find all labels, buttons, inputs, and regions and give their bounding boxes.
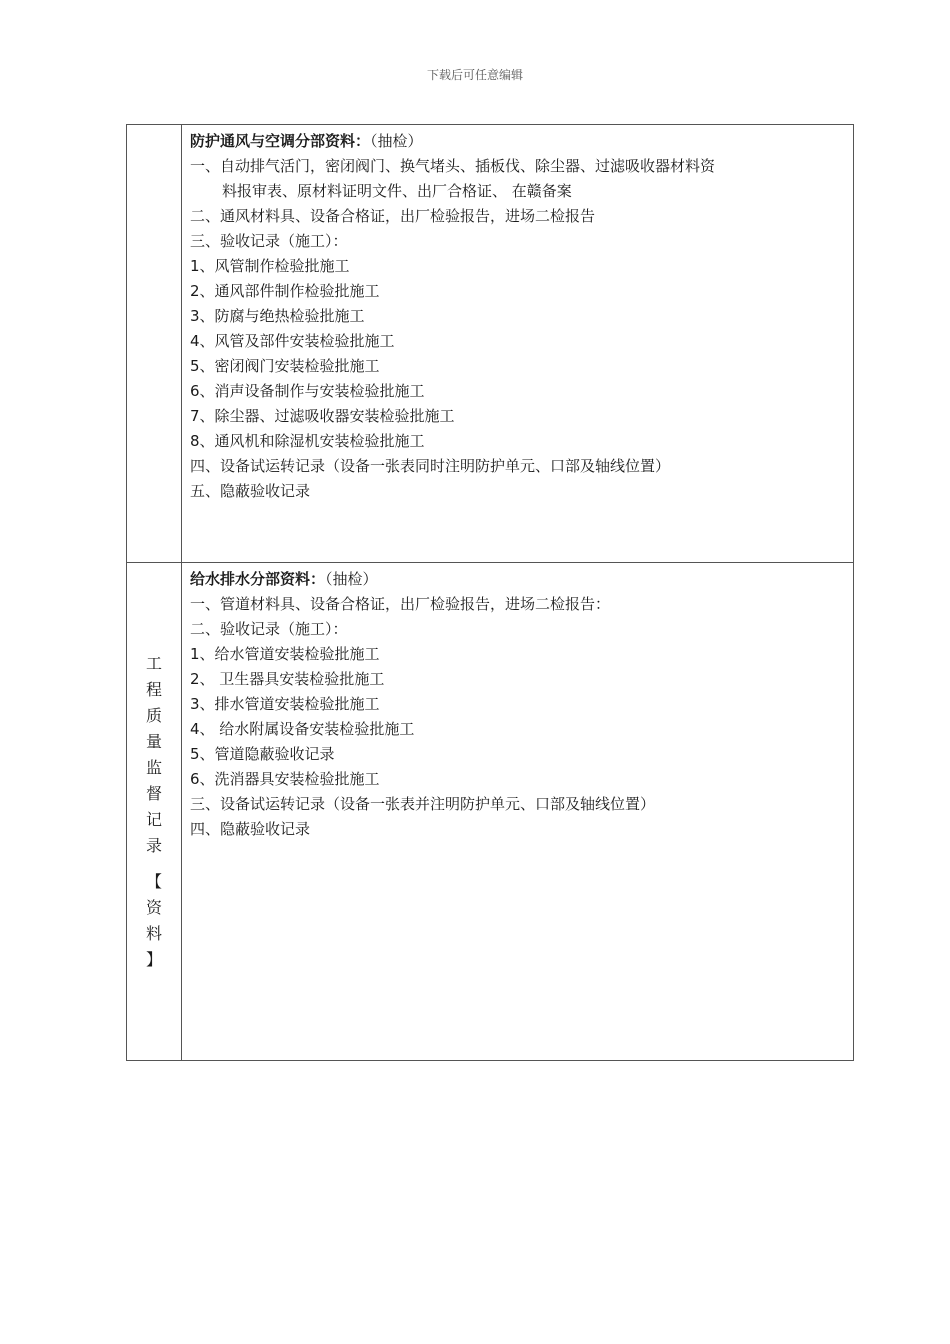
label-char: 资 <box>145 897 162 917</box>
section-title-text: 防护通风与空调分部资料： <box>190 132 371 150</box>
label-char: 程 <box>145 679 162 699</box>
label-char: 质 <box>145 705 162 725</box>
plumbing-content-cell <box>182 563 853 1060</box>
list-item: 二、通风材料具、设备合格证，出厂检验报告，进场二检报告 <box>190 207 596 225</box>
section-title <box>190 567 845 592</box>
list-item: 6、洗消器具安装检验批施工 <box>190 770 380 788</box>
label-char: 【 <box>145 871 162 891</box>
list-item: 2、通风部件制作检验批施工 <box>190 282 380 300</box>
section-title <box>190 129 845 154</box>
label-char: 督 <box>145 783 162 803</box>
list-item: 料报审表、原材料证明文件、出厂合格证、 在赣备案 <box>222 182 572 200</box>
label-char: 监 <box>145 757 162 777</box>
list-item: 一、自动排气活门，密闭阀门、换气堵头、插板伐、除尘器、过滤吸收器材料资 <box>190 157 716 175</box>
list-item: 7、除尘器、过滤吸收器安装检验批施工 <box>190 407 455 425</box>
label-char: 量 <box>145 731 162 751</box>
list-item: 四、隐蔽验收记录 <box>190 820 311 838</box>
section-title-suffix: （抽检） <box>325 570 378 588</box>
list-item: 一、管道材料具、设备合格证，出厂检验报告，进场二检报告： <box>190 595 611 613</box>
list-item: 3、防腐与绝热检验批施工 <box>190 307 365 325</box>
list-item: 1、风管制作检验批施工 <box>190 257 350 275</box>
list-item: 6、消声设备制作与安装检验批施工 <box>190 382 425 400</box>
ventilation-content-cell <box>182 125 853 562</box>
page-header: 下载后可任意编辑 <box>426 68 523 82</box>
list-item: 5、密闭阀门安装检验批施工 <box>190 357 380 375</box>
list-item: 5、管道隐蔽验收记录 <box>190 745 335 763</box>
section-title-text: 给水排水分部资料： <box>190 570 326 588</box>
list-item: 8、通风机和除湿机安装检验批施工 <box>190 432 425 450</box>
list-item: 2、 卫生器具安装检验批施工 <box>190 670 385 688</box>
label-char: 】 <box>145 949 162 969</box>
list-item: 3、排水管道安装检验批施工 <box>190 695 380 713</box>
list-item: 1、给水管道安装检验批施工 <box>190 645 380 663</box>
vertical-label <box>146 651 162 973</box>
table-row-plumbing <box>127 563 853 1060</box>
label-char: 记 <box>145 809 162 829</box>
section-title-suffix: （抽检） <box>370 132 423 150</box>
label-char: 料 <box>145 923 162 943</box>
table-row-ventilation <box>127 125 853 563</box>
list-item: 二、验收记录（施工）： <box>190 620 348 638</box>
list-item: 三、验收记录（施工）： <box>190 232 348 250</box>
inspection-record-table <box>126 124 854 1061</box>
row-label-cell-empty <box>127 125 182 562</box>
list-item: 四、设备试运转记录（设备一张表同时注明防护单元、口部及轴线位置） <box>190 457 671 475</box>
label-char: 录 <box>145 835 162 855</box>
label-char: 工 <box>145 653 162 673</box>
list-item: 4、 给水附属设备安装检验批施工 <box>190 720 415 738</box>
list-item: 五、隐蔽验收记录 <box>190 482 311 500</box>
list-item: 4、风管及部件安装检验批施工 <box>190 332 395 350</box>
row-label-cell <box>127 563 182 1060</box>
list-item: 三、设备试运转记录（设备一张表并注明防护单元、口部及轴线位置） <box>190 795 656 813</box>
